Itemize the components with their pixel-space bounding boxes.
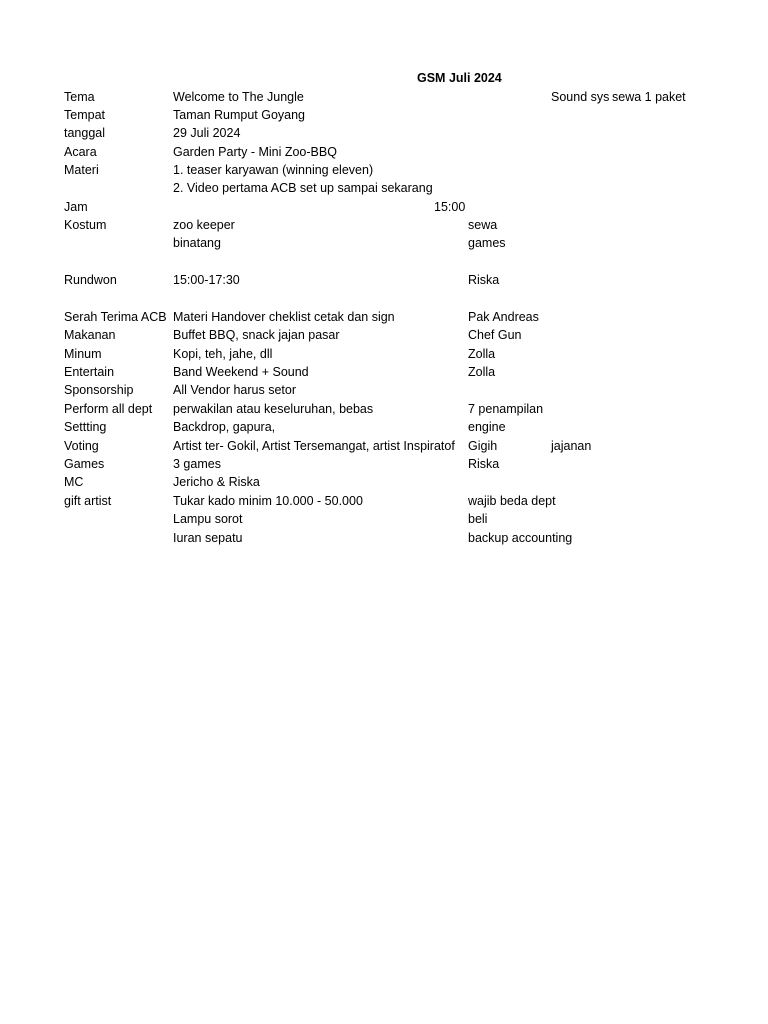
row-note-lampu-sorot: beli — [468, 512, 488, 526]
sheet-title: GSM Juli 2024 — [417, 71, 502, 85]
row-note-gift-artist: wajib beda dept — [468, 494, 556, 508]
row-note-perform: 7 penampilan — [468, 402, 544, 416]
row-value-serah-terima: Materi Handover cheklist cetak dan sign — [173, 310, 395, 324]
row-value-tanggal: 29 Juli 2024 — [173, 126, 241, 140]
row-value-voting: Artist ter- Gokil, Artist Tersemangat, artist Inspiratof — [173, 439, 455, 453]
row-label-acara: Acara — [64, 145, 97, 159]
row-label-kostum: Kostum — [64, 218, 107, 232]
row-note-games: games — [468, 236, 506, 250]
row-extra-jajanan: jajanan — [551, 439, 592, 453]
row-value-iuran-sepatu: Iuran sepatu — [173, 531, 243, 545]
row-value-materi-2: 2. Video pertama ACB set up sampai sekarang — [173, 181, 433, 195]
row-value-lampu-sorot: Lampu sorot — [173, 512, 243, 526]
row-value-kostum: zoo keeper — [173, 218, 235, 232]
row-label-rundwon: Rundwon — [64, 273, 117, 287]
row-note-rundwon: Riska — [468, 273, 500, 287]
row-label-setting: Settting — [64, 420, 107, 434]
row-label-voting: Voting — [64, 439, 99, 453]
row-note-makanan: Chef Gun — [468, 328, 522, 342]
row-label-materi: Materi — [64, 163, 99, 177]
row-note-entertain: Zolla — [468, 365, 496, 379]
row-note-setting: engine — [468, 420, 506, 434]
row-value-materi-1: 1. teaser karyawan (winning eleven) — [173, 163, 374, 177]
row-value-gift-artist: Tukar kado minim 10.000 - 50.000 — [173, 494, 363, 508]
row-note-kostum: sewa — [468, 218, 498, 232]
row-extra-sewa-paket: sewa 1 paket — [612, 90, 686, 104]
row-label-tema: Tema — [64, 90, 95, 104]
row-label-serah-terima: Serah Terima ACB — [64, 310, 167, 324]
row-note-iuran-sepatu: backup accounting — [468, 531, 573, 545]
row-value-tema: Welcome to The Jungle — [173, 90, 304, 104]
row-value-minum: Kopi, teh, jahe, dll — [173, 347, 273, 361]
row-label-makanan: Makanan — [64, 328, 116, 342]
row-value-entertain: Band Weekend + Sound — [173, 365, 309, 379]
row-note-serah-terima: Pak Andreas — [468, 310, 539, 324]
row-value-perform: perwakilan atau keseluruhan, bebas — [173, 402, 374, 416]
row-value-binatang: binatang — [173, 236, 221, 250]
row-label-minum: Minum — [64, 347, 102, 361]
row-label-mc: MC — [64, 475, 84, 489]
row-value-acara: Garden Party - Mini Zoo-BBQ — [173, 145, 337, 159]
row-label-sponsorship: Sponsorship — [64, 383, 134, 397]
row-value-sponsorship: All Vendor harus setor — [173, 383, 296, 397]
row-label-jam: Jam — [64, 200, 88, 214]
row-note-voting: Gigih — [468, 439, 498, 453]
row-label-perform: Perform all dept — [64, 402, 153, 416]
row-value-tempat: Taman Rumput Goyang — [173, 108, 306, 122]
row-value-rundwon: 15:00-17:30 — [173, 273, 240, 287]
row-extra-sound-sys: Sound sys — [551, 90, 610, 104]
row-label-entertain: Entertain — [64, 365, 115, 379]
row-value-mc: Jericho & Riska — [173, 475, 260, 489]
row-value-makanan: Buffet BBQ, snack jajan pasar — [173, 328, 340, 342]
row-value-jam: 15:00 — [434, 200, 466, 214]
row-label-games: Games — [64, 457, 105, 471]
row-note-games-pic: Riska — [468, 457, 500, 471]
row-label-tanggal: tanggal — [64, 126, 106, 140]
row-label-gift-artist: gift artist — [64, 494, 112, 508]
row-label-tempat: Tempat — [64, 108, 105, 122]
row-value-games: 3 games — [173, 457, 221, 471]
row-value-setting: Backdrop, gapura, — [173, 420, 276, 434]
row-note-minum: Zolla — [468, 347, 496, 361]
